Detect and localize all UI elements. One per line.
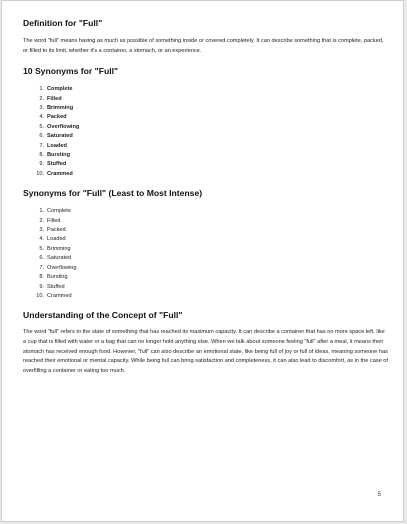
list-item	[23, 226, 388, 235]
list-number: 5.	[39, 245, 44, 252]
list-term: Saturated	[47, 255, 72, 262]
intensity-list	[23, 207, 388, 301]
list-number: 10.	[36, 292, 44, 299]
list-number: 5.	[39, 123, 44, 130]
list-number: 2.	[39, 217, 44, 224]
list-number: 4.	[39, 236, 44, 243]
list-item	[23, 142, 388, 151]
definition-heading: Definition for "Full"	[23, 18, 103, 28]
list-term: Stuffed	[47, 161, 67, 168]
list-term: Complete	[47, 208, 71, 215]
list-item	[23, 283, 388, 292]
list-term: Crammed	[47, 170, 73, 177]
intensity-heading: Synonyms for "Full" (Least to Most Intense)	[23, 188, 203, 199]
synonyms-list	[23, 85, 388, 179]
list-item	[23, 104, 388, 113]
list-number: 1.	[39, 208, 44, 215]
list-item	[23, 254, 388, 263]
list-number: 3.	[39, 105, 44, 111]
list-number: 9.	[39, 161, 44, 168]
list-term: Overflowing	[47, 123, 80, 130]
list-term: Bursting	[47, 274, 68, 281]
list-number: 2.	[39, 95, 44, 102]
list-item	[23, 264, 388, 273]
list-term: Stuffed	[47, 283, 65, 290]
definition-paragraph: The word "full" means having as much as possible of something inside or covered completely. It can describe something that is complete, packed, or filled to its limit, whether it's a container, a stomach, or an experience.	[23, 38, 384, 54]
document-page	[1, 0, 404, 522]
list-item	[23, 245, 388, 254]
list-item	[23, 235, 388, 244]
concept-paragraph: The word "full" refers to the state of something that has reached its maximum capacity. It can describe a container that has no more space left, like a cup that is filled with water or a bag that can no longer hold anything else. When we talk about someone feeling "full" after a meal, it means their stomach has received enough food. However, "full" can also describe an emotional state, like being full of joy or full of ideas, meaning someone has reached their emotional or mental capacity. While being full can bring satisfaction and completeness, it can also lead to discomfort, as in the case of overfilling a container or eating too much.	[23, 329, 388, 374]
list-number: 7.	[39, 142, 44, 149]
list-term: Bursting	[47, 152, 70, 159]
list-item	[23, 170, 388, 179]
list-term: Filled	[47, 95, 62, 102]
list-item	[23, 113, 388, 122]
list-number: 6.	[39, 133, 44, 140]
list-term: Loaded	[47, 236, 66, 243]
list-number: 9.	[39, 283, 44, 290]
list-item	[23, 273, 388, 282]
page-number: 5	[377, 492, 381, 498]
list-term: Loaded	[47, 142, 67, 149]
list-term: Saturated	[47, 133, 73, 140]
list-number: 8.	[39, 274, 44, 281]
list-term: Overflowing	[47, 264, 77, 271]
list-term: Brimming	[47, 105, 74, 111]
list-term: Packed	[47, 227, 66, 234]
list-number: 7.	[39, 264, 44, 271]
list-term: Crammed	[47, 292, 72, 299]
list-term: Brimming	[47, 245, 71, 252]
list-term: Filled	[47, 217, 61, 224]
list-item	[23, 207, 388, 216]
list-term: Complete	[47, 86, 73, 93]
list-item	[23, 292, 388, 301]
list-item	[23, 151, 388, 160]
list-number: 8.	[39, 152, 44, 159]
list-item	[23, 132, 388, 141]
list-number: 4.	[39, 114, 44, 121]
list-term: Packed	[47, 114, 67, 121]
list-item	[23, 160, 388, 169]
list-item	[23, 123, 388, 132]
list-number: 3.	[39, 227, 44, 234]
list-item	[23, 85, 388, 94]
list-number: 10.	[36, 170, 44, 177]
list-number: 6.	[39, 255, 44, 262]
list-item	[23, 217, 388, 226]
synonyms-heading: 10 Synonyms for "Full"	[23, 66, 119, 77]
list-number: 1.	[39, 86, 44, 93]
list-item	[23, 95, 388, 104]
concept-heading: Understanding of the Concept of "Full"	[23, 310, 183, 321]
page-content	[23, 14, 388, 376]
